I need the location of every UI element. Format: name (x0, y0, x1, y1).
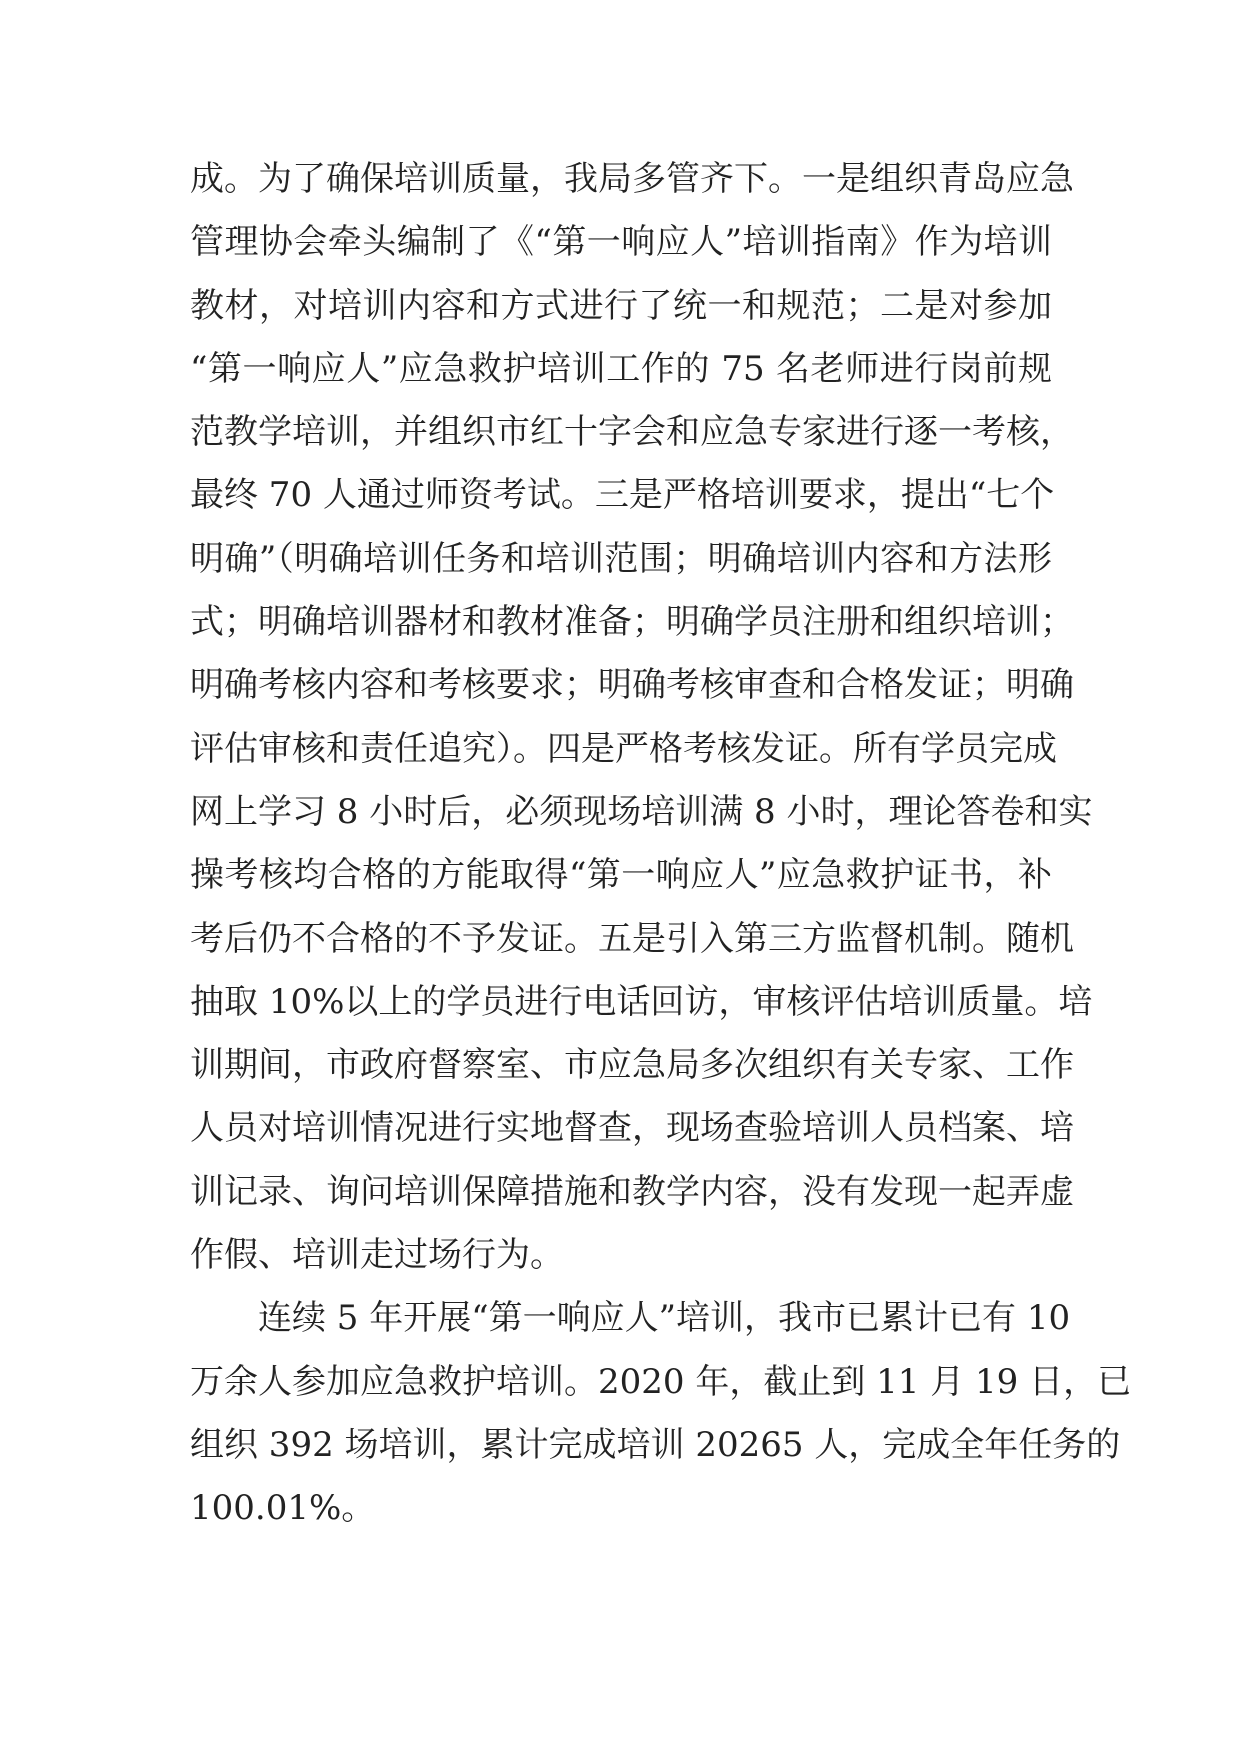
text-line: 训期间，市政府督察室、市应急局多次组织有关专家、工作 (190, 1045, 1074, 1086)
text-line: 范教学培训，并组织市红十字会和应急专家进行逐一考核， (190, 412, 1074, 453)
text-line: 明确考核内容和考核要求；明确考核审查和合格发证；明确 (190, 665, 1074, 706)
text-line: 抽取 10%以上的学员进行电话回访，审核评估培训质量。培 (190, 981, 1093, 1022)
text-line: 作假、培训走过场行为。 (190, 1235, 564, 1276)
text-line: 100.01%。 (190, 1488, 376, 1529)
text-line: 网上学习 8 小时后，必须现场培训满 8 小时，理论答卷和实 (190, 791, 1093, 832)
document-body (190, 148, 1132, 1541)
text-line: 最终 70 人通过师资考试。三是严格培训要求，提出“七个 (190, 475, 1055, 516)
text-line: 人员对培训情况进行实地督查，现场查验培训人员档案、培 (190, 1108, 1074, 1149)
text-line: 组织 392 场培训，累计完成培训 20265 人，完成全年任务的 (190, 1424, 1121, 1465)
text-line: 考后仍不合格的不予发证。五是引入第三方监督机制。随机 (190, 918, 1074, 959)
text-line: 管理协会牵头编制了《“第一响应人”培训指南》作为培训 (190, 222, 1052, 263)
text-line: 训记录、询问培训保障措施和教学内容，没有发现一起弄虚 (190, 1171, 1074, 1212)
text-line: 式；明确培训器材和教材准备；明确学员注册和组织培训； (190, 602, 1074, 643)
text-line: 连续 5 年开展“第一响应人”培训，我市已累计已有 10 (258, 1298, 1071, 1339)
text-line: 操考核均合格的方能取得“第一响应人”应急救护证书，补 (190, 855, 1052, 896)
paragraph-1 (190, 148, 1093, 1287)
text-line: 成。为了确保培训质量，我局多管齐下。一是组织青岛应急 (190, 159, 1074, 199)
paragraph-2 (190, 1287, 1132, 1540)
text-line: “第一响应人”应急救护培训工作的 75 名老师进行岗前规 (190, 348, 1052, 389)
text-line: 评估审核和责任追究）。四是严格考核发证。所有学员完成 (190, 728, 1057, 769)
text-line: 明确”（明确培训任务和培训范围；明确培训内容和方法形 (190, 538, 1052, 579)
text-line: 教材，对培训内容和方式进行了统一和规范；二是对参加 (190, 285, 1052, 326)
text-line: 万余人参加应急救护培训。2020 年，截止到 11 月 19 日，已 (190, 1361, 1132, 1402)
